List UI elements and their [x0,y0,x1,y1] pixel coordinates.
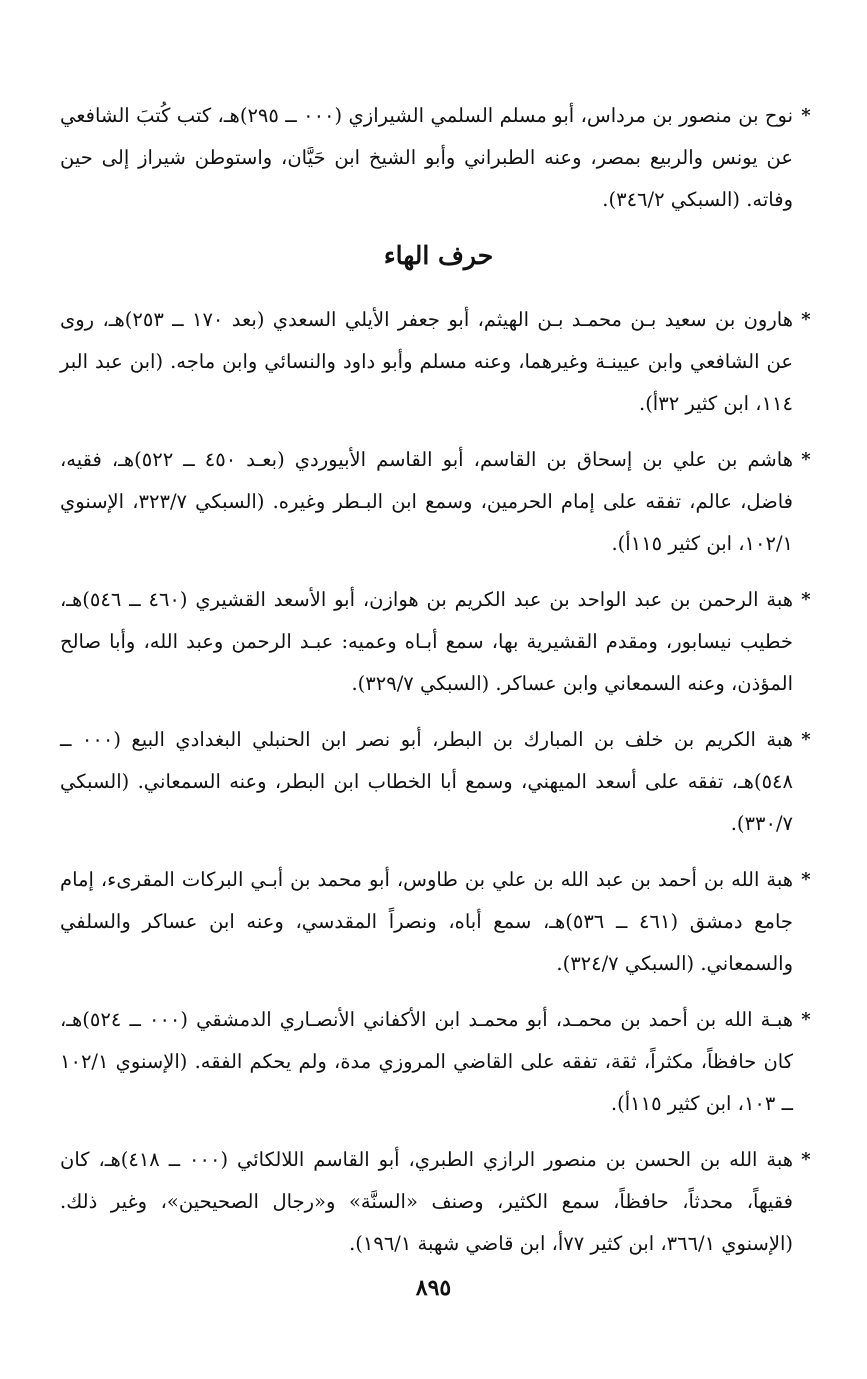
entry-text: هبة الكريم بن خلف بن المبارك بن البطر، أبو نصر ابن الحنبلي البغدادي البيع (٠٠٠ ــ ٥٤٨)هـ، تفقه على أسعد الميهني، وسمع أبا الخطاب ابن البطر، وعنه السمعاني. (السبكي ٣٣٠/٧). [60,728,794,835]
entry-text: نوح بن منصور بن مرداس، أبو مسلم السلمي الشيرازي (٠٠٠ ــ ٢٩٥)هـ، كتب كُتبَ الشافعي عن يونس والربيع بمصر، وعنه الطبراني وأبو الشيخ ابن حَيَّان، واستوطن شيراز إلى حين وفاته. (السبكي ٣٤٦/٢). [60,104,793,211]
entry-text: هبة الله بن أحمد بن عبد الله بن علي بن طاوس، أبو محمد بن أبـي البركات المقرىء، إمام جامع دمشق (٤٦١ ــ ٥٣٦)هـ، سمع أباه، ونصراً المقدسي، وعنه ابن عساكر والسلفي والسمعاني. (السبكي ٣٢٤/٧). [60,868,793,975]
asterisk-marker: * [801,589,811,610]
asterisk-marker: * [801,449,811,470]
page-number: ٨٩٥ [415,1275,452,1301]
entry-text: هاشم بن علي بن إسحاق بن القاسم، أبو القاسم الأبيوردي (بعـد ٤٥٠ ــ ٥٢٢)هـ، فقيه، فاضل، عالم، تفقه على إمام الحرمين، وسمع ابن البـطر وغيره. (السبكي ٣٢٣/٧، الإسنوي ١٠٢/١، ابن كثير ١١٥أ). [60,448,793,555]
entry-text: هبة الله بن الحسن بن منصور الرازي الطبري، أبو القاسم اللالكائي (٠٠٠ ــ ٤١٨)هـ، كان فقيهاً، محدثاً، حافظاً، سمع الكثير، وصنف «السنَّة» و«رجال الصحيحين»، وغير ذلك. (الإسنوي ٣٦٦/١، ابن كثير ٧٧أ، ابن قاضي شهبة ١٩٦/١). [60,1148,793,1255]
asterisk-marker: * [801,869,811,890]
biography-entry [60,579,817,705]
asterisk-marker: * [801,1149,811,1170]
biography-entry [60,95,817,221]
entry-text: هبة الرحمن بن عبد الواحد بن عبد الكريم بن هوازن، أبو الأسعد القشيري (٤٦٠ ــ ٥٤٦)هـ، خطيب نيسابور، ومقدم القشيرية بها، سمع أبـاه وعميه: عبـد الرحمن وعبد الله، وأبا صالح المؤذن، وعنه السمعاني وابن عساكر. (السبكي ٣٢٩/٧). [60,588,793,695]
section-heading: حرف الهاء [383,241,494,270]
entry-text: هبـة الله بن أحمد بن محمـد، أبو محمـد ابن الأكفاني الأنصـاري الدمشقي (٠٠٠ ــ ٥٢٤)هـ، كان حافظاً، مكثراً، ثقة، تفقه على القاضي المروزي مدة، ولم يحكم الفقه. (الإسنوي ١٠٢/١ ــ ١٠٣، ابن كثير ١١٥أ). [60,1008,793,1115]
asterisk-marker: * [801,309,811,330]
biography-entry [60,999,817,1125]
entry-text: هارون بن سعيد بـن محمـد بـن الهيثم، أبو جعفر الأيلي السعدي (بعد ١٧٠ ــ ٢٥٣)هـ، روى عن الشافعي وابن عيينـة وغيرهما، وعنه مسلم وأبو داود والنسائي وابن ماجه. (ابن عبد البر ١١٤، ابن كثير ٣٢أ). [60,308,793,415]
biography-entry [60,859,817,985]
biography-entry [60,719,817,845]
biography-entry [60,299,817,425]
biography-entry [60,1139,817,1265]
asterisk-marker: * [801,729,811,750]
page-body [60,95,817,1279]
asterisk-marker: * [801,105,811,126]
biography-entry [60,439,817,565]
asterisk-marker: * [801,1009,811,1030]
